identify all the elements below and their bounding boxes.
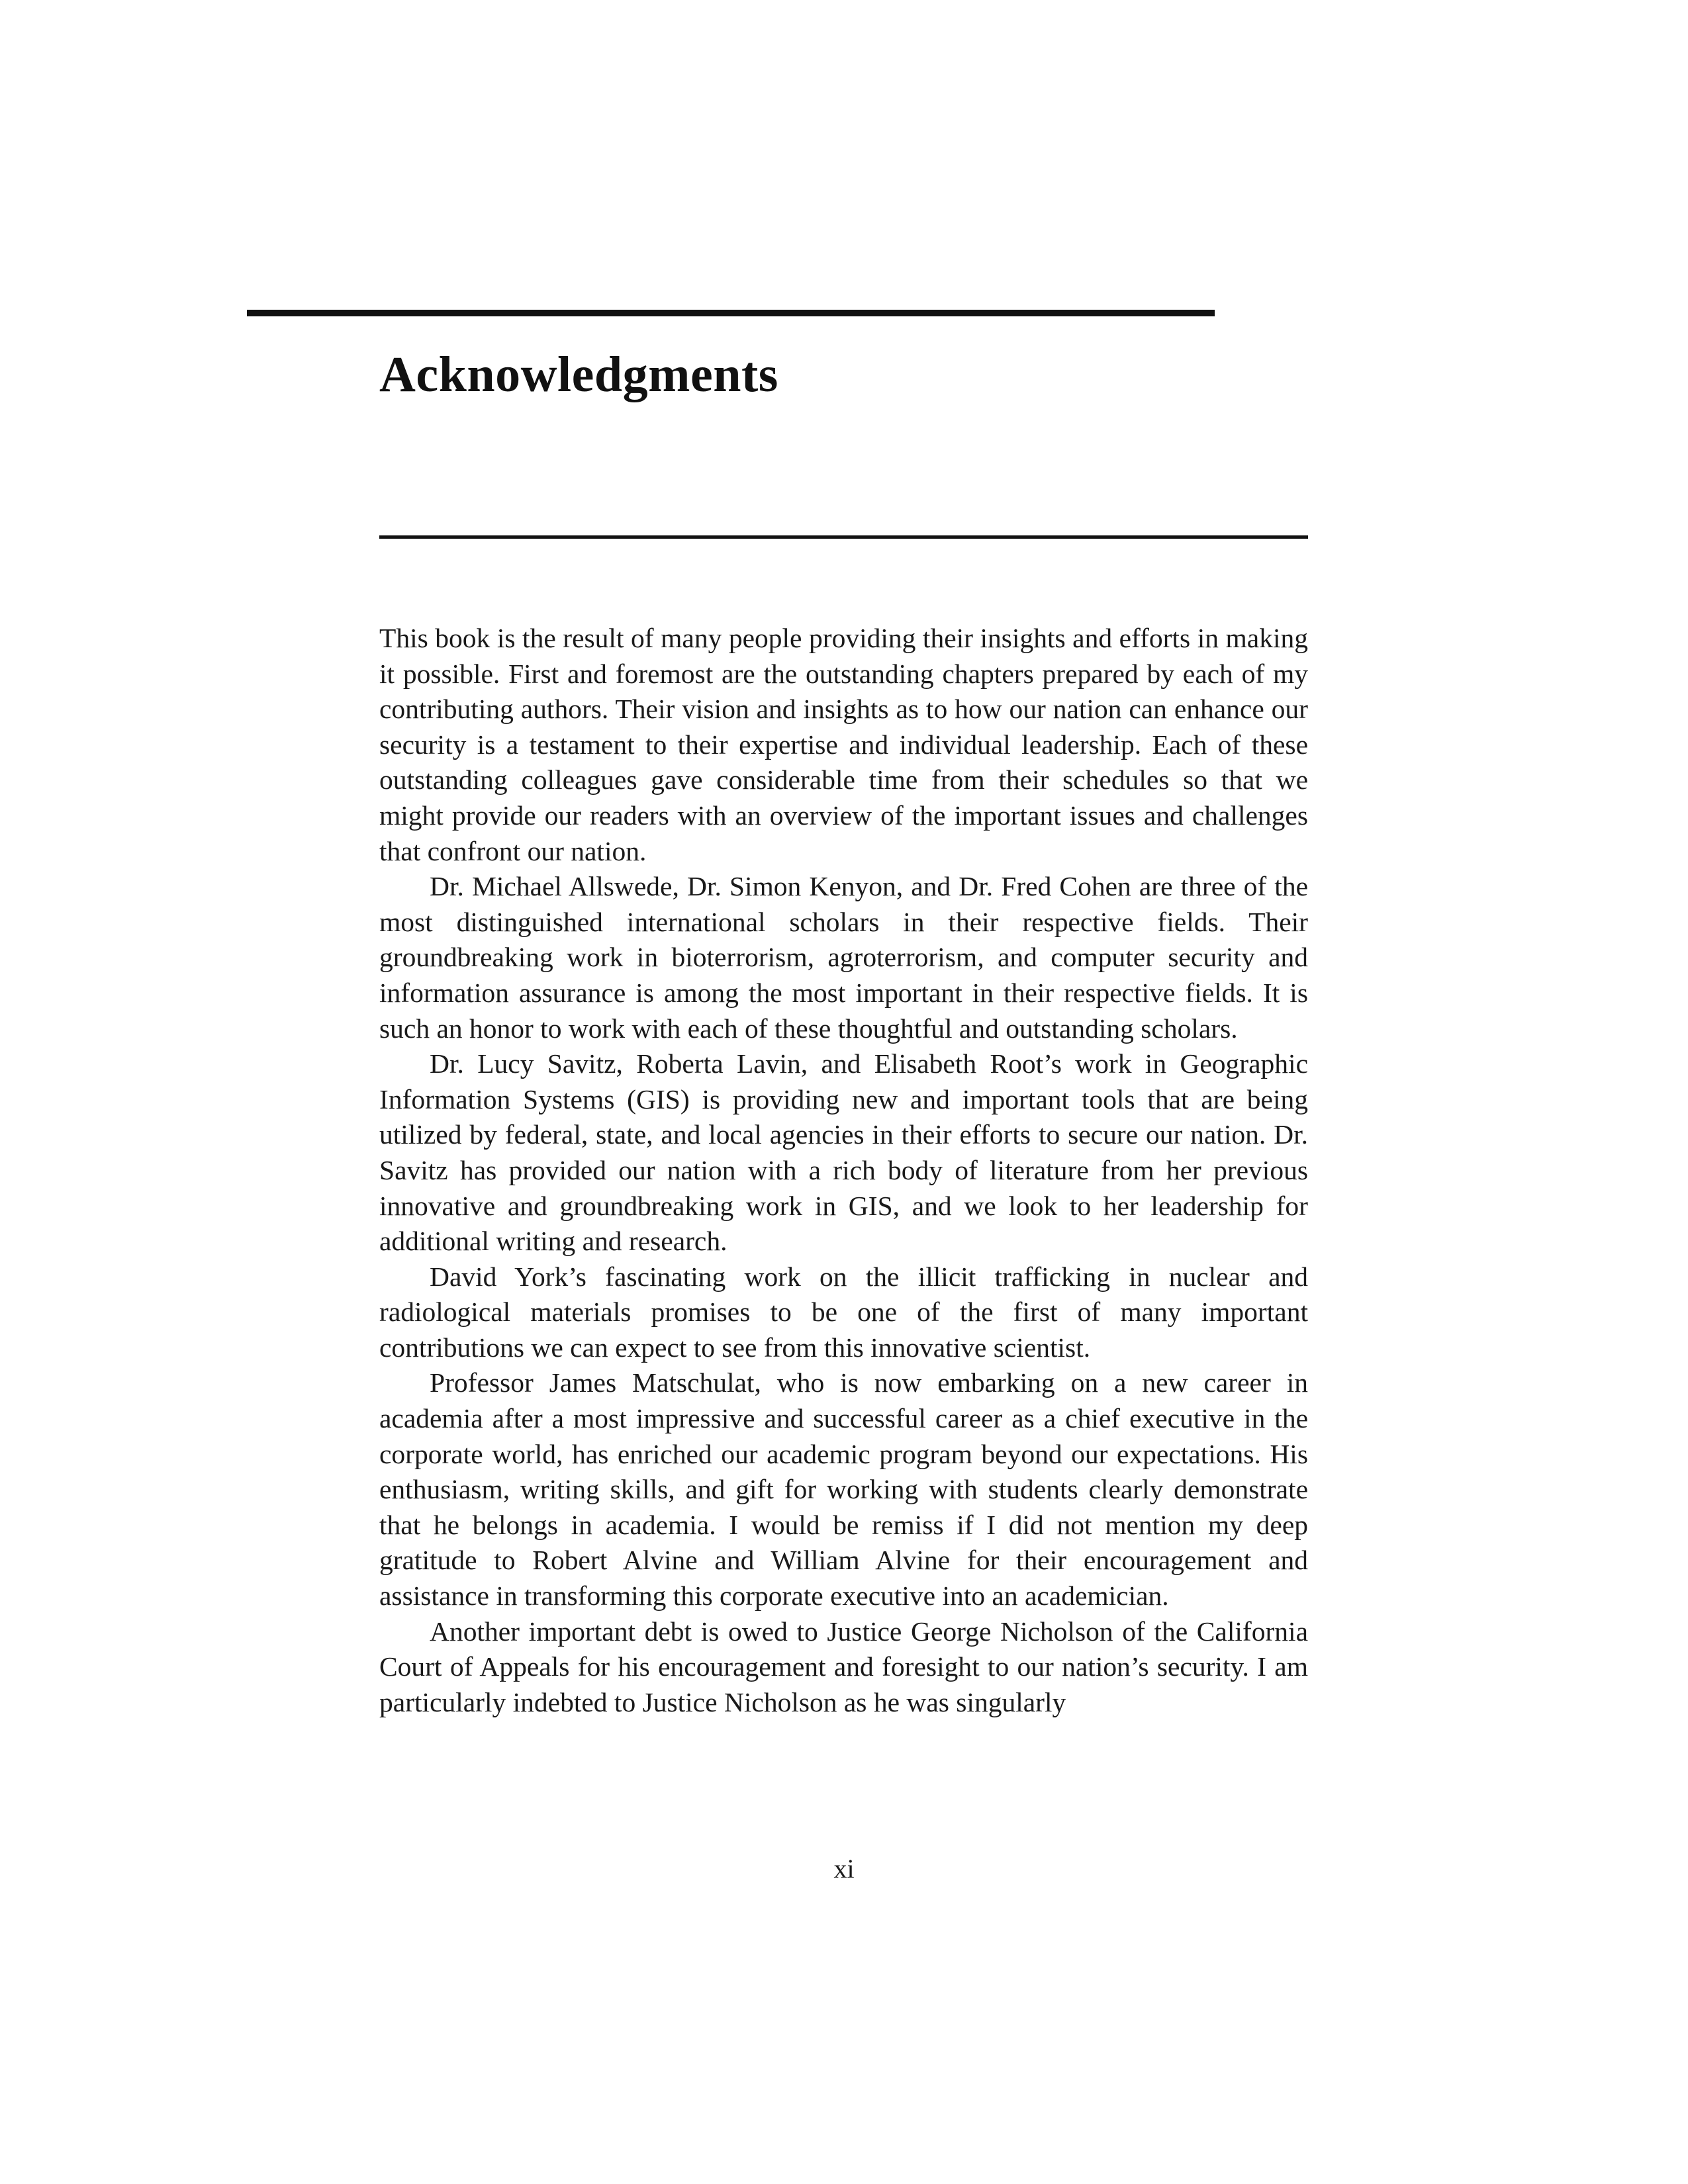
chapter-title-underline [379, 535, 1308, 539]
paragraph-gis: Dr. Lucy Savitz, Roberta Lavin, and Elisabeth Root’s work in Geographic Information Systems (GIS) is providing new and important tools that are being utilized by federal, state, and local agencies in their efforts to secure our nation. Dr. Savitz has provided our nation with a rich body of literature from her previous innovative and groundbreaking work in GIS, and we look to her leadership for additional writing and research. [379, 1048, 1308, 1257]
paragraph-matschulat: Professor James Matschulat, who is now embarking on a new career in academia after a most impressive and successful career as a chief executive in the corporate world, has enriched our academic program beyond our expectations. His enthusiasm, writing skills, and gift for working with students clearly demonstrate that he belongs in academia. I would be remiss if I did not mention my deep gratitude to Robert Alvine and William Alvine for their encouragement and assistance in transforming this corporate executive into an academician. [379, 1367, 1308, 1612]
paragraph-nicholson: Another important debt is owed to Justice George Nicholson of the California Court of Appeals for his encouragement and foresight to our nation’s security. I am particularly indebted to Justice Nicholson as he was singularly [379, 1615, 1308, 1717]
paragraph-scholars: Dr. Michael Allswede, Dr. Simon Kenyon, and Dr. Fred Cohen are three of the most distinguished international scholars in their respective fields. Their groundbreaking work in bioterrorism, agroterrorism, and computer security and information assurance is among the most important in their respective fields. It is such an honor to work with each of these thoughtful and outstanding scholars. [379, 871, 1308, 1044]
page-number: xi [833, 1854, 855, 1884]
chapter-title: Acknowledgments [379, 347, 778, 402]
paragraph-intro: This book is the result of many people providing their insights and efforts in making it possible. First and foremost are the outstanding chapters prepared by each of my contributing authors. Their vision and insights as to how our nation can enhance our security is a testament to their expertise and individual leadership. Each of these outstanding colleagues gave considerable time from their schedules so that we might provide our readers with an overview of the important issues and challenges that confront our nation. [379, 623, 1308, 866]
chapter-top-rule [247, 310, 1215, 316]
paragraph-nuclear: David York’s fascinating work on the illicit trafficking in nuclear and radiological materials promises to be one of the first of many important contributions we can expect to see from this innovative scientist. [379, 1261, 1308, 1363]
body-text [379, 621, 1308, 1720]
